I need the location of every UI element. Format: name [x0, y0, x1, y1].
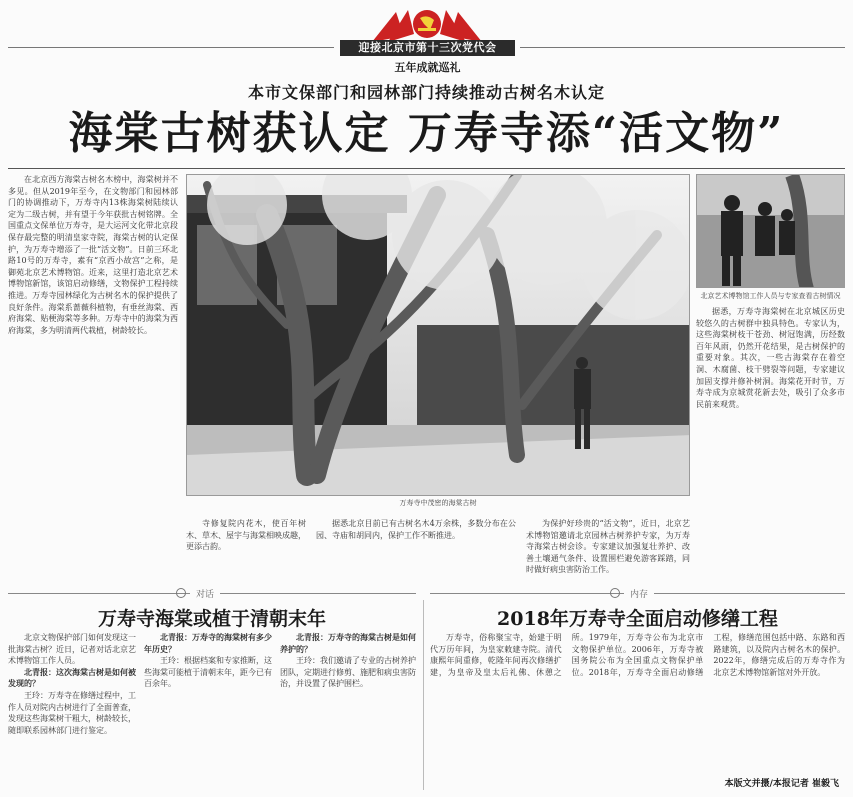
answer-2: 王玲：根据档案和专家推断，这些海棠可能植于清朝末年，距今已有百余年。	[144, 656, 272, 689]
section-title-dialogue: 万寿寺海棠或植于清朝末年	[97, 608, 326, 630]
dialogue-column-2	[144, 632, 272, 792]
header-rule-left	[8, 47, 334, 48]
mid-paragraph-b: 据悉北京目前已有古树名木4万余株，多数分布在公园、寺庙和胡同内，保护工作不断推进。	[316, 519, 516, 540]
archive-body	[430, 632, 845, 772]
section-label-archive: 内存	[624, 587, 654, 600]
side-paragraph: 据悉，万寿寺海棠树在北京城区历史较悠久的古树群中独具特色。专家认为，这些海棠树枝干苍劲、树冠饱满，历经数百年风雨，仍然开花结果，是古树保护的重要对象。其次，一些古海棠存在着空洞、木腐菌、枝干劈裂等问题，专家建议加固支撑并修补树洞。海棠花开时节，万寿寺成为京城赏花新去处，吸引了众多市民前来观赏。	[696, 307, 845, 409]
lead-paragraph: 在北京西方海棠古树名木榜中，海棠树并不多见。但从2019年至今，在文物部门和园林部门的协调推动下，万寿寺内13株海棠树陆续认定为二级古树，并有望于今年获批古树铭牌。全国重点文保单位万寿寺，是大运河文化带北京段保存最完整的明清皇家寺院，海棠古树的认定保护，为万寿寺增添了一批“活文物”。日前三环北路10号的万寿寺，素有“京西小故宫”之称，是御苑北京艺术博物馆。近来，这里打造北京艺术博物馆新馆，该馆启动修缮，文物保护工程持续推进。万寿寺园林绿化为古树名木的保护提供了良好条件。海棠系蔷薇科植物，有垂丝海棠、西府海棠、贴梗海棠等多种。万寿寺中的海棠为西府海棠，多为明清两代栽植，树龄较长。	[8, 175, 178, 335]
red-flags-icon	[352, 6, 502, 44]
section-title-archive: 2018年万寿寺全面启动修缮工程	[497, 608, 778, 630]
party-emblem-flags	[352, 4, 502, 44]
header-rule-right	[520, 47, 845, 48]
haitang-trees-image	[187, 175, 690, 496]
article-byline: 本版文并摄/本报记者 崔毅飞	[724, 779, 839, 789]
congress-banner: 迎接北京市第十三次党代会	[340, 40, 515, 56]
article-kicker: 本市文保部门和园林部门持续推动古树名木认定	[247, 83, 605, 102]
main-photo	[186, 174, 690, 496]
headline-rule	[8, 168, 845, 169]
question-3: 北青报：万寿寺的海棠古树是如何养护的？	[280, 633, 416, 654]
archive-paragraph: 万寿寺，俗称聚宝寺，始建于明代万历年间，为皇家敕建寺院。清代康熙年间重修，乾隆年间再次修缮扩建，为皇帝及皇太后礼佛、休憩之所。1979年，万寿寺公布为北京市文物保护单位。2006年，万寿寺被国务院公布为全国重点文物保护单位。2018年，万寿寺全面启动修缮工程，修缮范围包括中路、东路和西路建筑，以及院内古树名木的保护。2022年，修缮完成后的万寿寺作为北京艺术博物馆新馆对外开放。	[430, 633, 845, 677]
mid-paragraph-c: 为保护好珍贵的“活文物”，近日，北京艺术博物馆邀请北京园林古树养护专家，为万寿寺海棠古树会诊。专家建议加强复壮养护、改善土壤通气条件、设置围栏避免游客踩踏，同时做好病虫害防治工作。	[526, 519, 690, 575]
question-2: 北青报：万寿寺的海棠树有多少年历史？	[144, 633, 272, 654]
mid-paragraph-a: 寺修复院内花木，使百年树木、草木、屋宇与海棠相映成趣，更添古韵。	[186, 519, 306, 552]
search-icon	[176, 588, 186, 598]
article-headline: 海棠古树获认定 万寿寺添“活文物”	[68, 108, 785, 159]
side-column	[696, 306, 845, 586]
staff-experts-image	[697, 175, 845, 288]
search-icon	[610, 588, 620, 598]
section-divider	[423, 600, 424, 790]
mid-column-c	[526, 518, 690, 586]
side-photo	[696, 174, 845, 288]
mid-column-b	[316, 518, 516, 586]
dialogue-column-3	[280, 632, 416, 792]
side-photo-caption: 北京艺术博物馆工作人员与专家查看古树情况	[700, 292, 841, 300]
main-photo-caption: 万寿寺中茂密的海棠古树	[399, 499, 477, 507]
mid-column-a	[186, 518, 306, 586]
question-1: 北青报：这次海棠古树是如何被发现的？	[8, 667, 136, 689]
answer-1: 王玲：万寿寺在修缮过程中，工作人员对院内古树进行了全面普查，发现这些海棠树干粗大，树龄较长，随即联系园林部门进行鉴定。	[8, 690, 136, 735]
lead-column	[8, 174, 178, 586]
series-title: 五年成就巡礼	[394, 61, 461, 74]
answer-3: 王玲：我们邀请了专业的古树养护团队，定期进行修剪、施肥和病虫害防治，并设置了保护围栏。	[280, 656, 416, 689]
section-label-dialogue: 对话	[190, 587, 220, 600]
dialogue-column-1	[8, 632, 136, 792]
dialogue-intro: 北京文物保护部门如何发现这一批海棠古树？近日，记者对话北京艺术博物馆工作人员。	[8, 633, 136, 666]
